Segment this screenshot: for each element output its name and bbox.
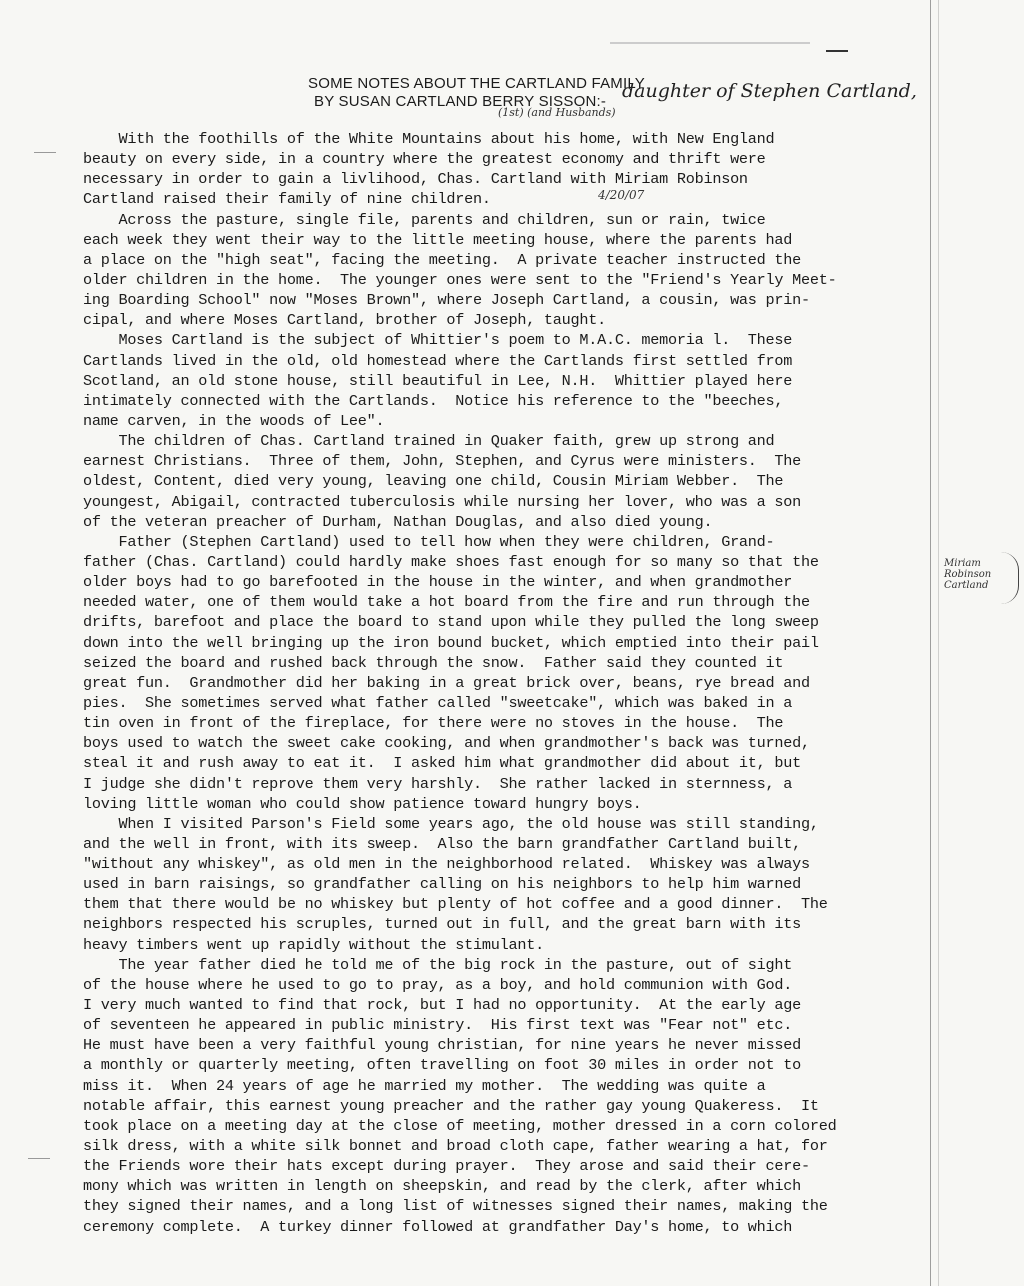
text-line: necessary in order to gain a livlihood, Chas. Cartland with Miriam Robinson [83,170,748,189]
text-line: a monthly or quarterly meeting, often travelling on foot 30 miles in order not to [83,1056,801,1075]
text-line: them that there would be no whiskey but plenty of hot coffee and a good dinner. The [83,895,828,914]
text-line: neighbors respected his scruples, turned out in full, and the great barn with its [83,915,801,934]
text-line: name carven, in the woods of Lee". [83,411,385,430]
text-line: older children in the home. The younger ones were sent to the "Friend's Yearly Meet- [83,270,837,289]
hole-punch-mark [28,1158,50,1159]
text-line: Moses Cartland is the subject of Whittier's poem to M.A.C. memoria l. These [83,331,793,350]
text-line: I very much wanted to find that rock, but I had no opportunity. At the early age [83,996,801,1015]
text-line: loving little woman who could show patience toward hungry boys. [83,794,642,813]
text-line: cipal, and where Moses Cartland, brother of Joseph, taught. [83,311,606,330]
text-line: With the foothills of the White Mountains about his home, with New England [83,130,775,148]
text-line: intimately connected with the Cartlands. Notice his reference to the "beeches, [83,391,784,410]
side-note-line: Robinson [944,569,992,580]
text-line: The year father died he told me of the big rock in the pasture, out of sight [83,955,793,974]
top-rule [826,50,848,52]
handwritten-annotation-title: daughter of Stephen Cartland, [622,80,917,102]
document-body [83,129,953,1237]
text-line: ing Boarding School" now "Moses Brown", where Joseph Cartland, a cousin, was prin- [83,291,810,310]
text-line: of the veteran preacher of Durham, Nathan Douglas, and also died young. [83,512,713,531]
text-line: down into the well bringing up the iron bound bucket, which emptied into their pail [83,633,819,652]
text-line: I judge she didn't reprove them very harshly. She rather lacked in sternness, a [83,774,793,793]
text-line: steal it and rush away to eat it. I asked him what grandmother did about it, but [83,754,801,773]
text-line: a place on the "high seat", facing the meeting. A private teacher instructed the [83,250,801,269]
text-line: Father (Stephen Cartland) used to tell how when they were children, Grand- [83,532,775,551]
text-line: of seventeen he appeared in public ministry. His first text was "Fear not" etc. [83,1016,793,1035]
text-line: each week they went their way to the little meeting house, where the parents had [83,230,793,249]
document-byline: BY SUSAN CARTLAND BERRY SISSON:- [314,93,607,110]
text-line: pies. She sometimes served what father called "sweetcake", which was baked in a [83,693,793,712]
text-line: tin oven in front of the fireplace, for there were no stoves in the house. The [83,714,784,733]
handwritten-annotation-sub: (1st) (and Husbands) [498,106,616,119]
text-line: silk dress, with a white silk bonnet and broad cloth cape, father wearing a hat, for [83,1137,828,1156]
text-line: they signed their names, and a long list of witnesses signed their names, making the [83,1197,828,1216]
text-line: oldest, Content, died very young, leaving one child, Cousin Miriam Webber. The [83,472,784,491]
text-line: seized the board and rushed back through the snow. Father said they counted it [83,653,784,672]
text-line: older boys had to go barefooted in the house in the winter, and when grandmother [83,573,793,592]
text-line: boys used to watch the sweet cake cooking, and when grandmother's back was turned, [83,734,810,753]
text-line: The children of Chas. Cartland trained in Quaker faith, grew up strong and [83,432,775,451]
text-line: When I visited Parson's Field some years ago, the old house was still standing, [83,814,819,833]
text-line: of the house where he used to go to pray, as a boy, and hold communion with God. [83,975,793,994]
text-line: great fun. Grandmother did her baking in a great brick over, beans, rye bread and [83,673,810,692]
text-line: drifts, barefoot and place the board to stand upon while they pulled the long sweep [83,613,819,632]
text-line: notable affair, this earnest young preacher and the rather gay young Quakeress. It [83,1096,819,1115]
text-line: used in barn raisings, so grandfather calling on his neighbors to help him warned [83,875,801,894]
text-line: youngest, Abigail, contracted tuberculosis while nursing her lover, who was a son [83,492,801,511]
text-line: father (Chas. Cartland) could hardly make shoes fast enough for so many so that the [83,552,819,571]
text-line: earnest Christians. Three of them, John, Stephen, and Cyrus were ministers. The [83,452,801,471]
faint-top-mark [610,42,810,44]
text-line: "without any whiskey", as old men in the neighborhood related. Whiskey was always [83,855,810,874]
text-line: ceremony complete. A turkey dinner followed at grandfather Day's home, to which [83,1217,793,1236]
handwritten-date-note: 4/20/07 [598,188,645,202]
text-line: mony which was written in length on sheepskin, and read by the clerk, after which [83,1177,801,1196]
text-line: the Friends wore their hats except during prayer. They arose and said their cere- [83,1157,810,1176]
text-line: Cartland raised their family of nine children. [83,190,491,209]
text-line: miss it. When 24 years of age he married my mother. The wedding was quite a [83,1076,766,1095]
text-line: He must have been a very faithful young christian, for nine years he never missed [83,1036,801,1055]
text-line: heavy timbers went up rapidly without the stimulant. [83,935,544,954]
text-line: took place on a meeting day at the close of meeting, mother dressed in a corn colored [83,1116,837,1135]
hole-punch-mark [34,152,56,153]
text-line: Scotland, an old stone house, still beautiful in Lee, N.H. Whittier played here [83,371,793,390]
handwritten-side-note [944,558,1014,591]
side-note-line: Miriam [944,558,981,569]
text-line: and the well in front, with its sweep. Also the barn grandfather Cartland built, [83,834,801,853]
side-note-line: Cartland [944,580,989,591]
text-line: needed water, one of them would take a hot board from the fire and run through the [83,593,810,612]
text-line: Across the pasture, single file, parents and children, sun or rain, twice [83,210,766,229]
text-line: beauty on every side, in a country where the greatest economy and thrift were [83,150,766,169]
document-title: SOME NOTES ABOUT THE CARTLAND FAMILY [308,75,645,92]
text-line: Cartlands lived in the old, old homestead where the Cartlands first settled from [83,351,793,370]
